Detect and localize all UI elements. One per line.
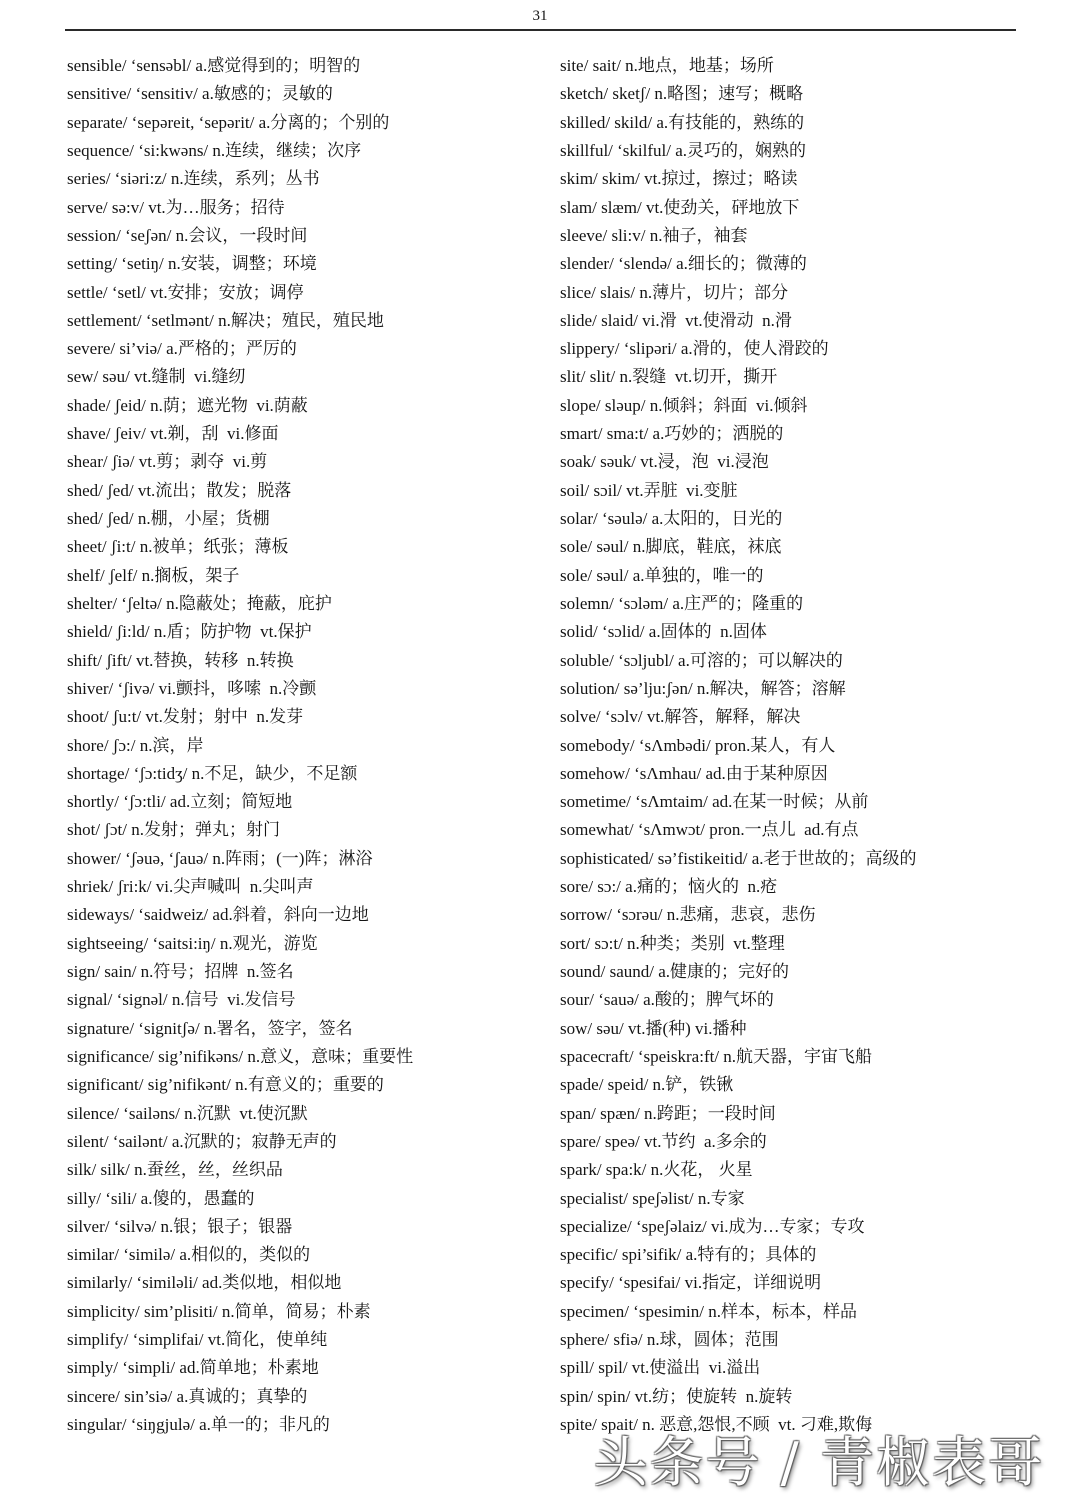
watermark: 头条号 / 青椒表哥 <box>593 1431 1044 1494</box>
vocab-entry: shed/ ʃed/ vt.流出；散发；脱落 <box>67 480 292 500</box>
vocab-entry: shear/ ʃiə/ vt.剪；剥夺 vi.剪 <box>67 452 268 472</box>
vocab-entry: similarly/ ‘similəli/ ad.类似地，相似地 <box>67 1273 342 1293</box>
vocab-entry: skilled/ skild/ a.有技能的，熟练的 <box>560 112 805 132</box>
vocab-entry: sleeve/ sli:v/ n.袖子，袖套 <box>560 225 748 245</box>
vocab-entry: soil/ sɔil/ vt.弄脏 vi.变脏 <box>560 480 738 500</box>
vocab-entry: series/ ‘siəri:z/ n.连续，系列；丛书 <box>67 169 320 189</box>
vocab-entry: silk/ silk/ n.蚕丝，丝，丝织品 <box>67 1160 283 1180</box>
vocab-entry: silly/ ‘sili/ a.傻的，愚蠢的 <box>67 1188 255 1208</box>
vocab-entry: sheet/ ʃi:t/ n.被单；纸张；薄板 <box>67 537 289 557</box>
vocab-entry: significance/ sig’nifikəns/ n.意义，意味；重要性 <box>67 1046 414 1066</box>
vocab-entry: smart/ sma:t/ a.巧妙的；洒脱的 <box>560 424 784 444</box>
header-rule <box>65 29 1016 31</box>
vocab-entry: shot/ ʃɔt/ n.发射；弹丸；射门 <box>67 820 280 840</box>
vocab-entry: silence/ ‘sailəns/ n.沉默 vt.使沉默 <box>67 1103 308 1123</box>
vocab-entry: sound/ saund/ a.健康的；完好的 <box>560 962 790 981</box>
vocab-entry: sorrow/ ‘sɔrəu/ n.悲痛，悲哀，悲伤 <box>560 905 816 925</box>
vocab-entry: sour/ ‘sauə/ a.酸的；脾气坏的 <box>560 990 774 1010</box>
vocab-entry: session/ ‘seʃən/ n.会议，一段时间 <box>67 225 308 245</box>
vocab-entry: somebody/ ‘sΛmbədi/ pron.某人，有人 <box>560 735 836 755</box>
vocab-entry: silver/ ‘silvə/ n.银；银子；银器 <box>67 1216 293 1236</box>
vocab-entry: spin/ spin/ vt.纺；使旋转 n.旋转 <box>560 1386 793 1406</box>
vocab-entry: shower/ ‘ʃəuə, ‘ʃauə/ n.阵雨；(一)阵；淋浴 <box>67 848 373 868</box>
vocab-entry: sign/ sain/ n.符号；招牌 n.签名 <box>67 962 294 981</box>
vocab-entry: specific/ spi’sifik/ a.特有的；具体的 <box>560 1245 817 1265</box>
vocab-entry: sophisticated/ sə’fistikeitid/ a.老于世故的；高级的 <box>560 848 917 868</box>
vocab-entry: sequence/ ‘si:kwəns/ n.连续，继续；次序 <box>67 140 362 160</box>
vocab-entry: settle/ ‘setl/ vt.安排；安放；调停 <box>67 282 304 302</box>
vocab-entry: simplicity/ sim’plisiti/ n.简单，简易；朴素 <box>67 1301 371 1321</box>
vocab-entry: sometime/ ‘sΛmtaim/ ad.在某一时候；从前 <box>560 792 869 812</box>
vocab-entry: separate/ ‘sepəreit, ‘sepərit/ a.分离的；个别的 <box>67 112 390 132</box>
vocab-entry: sincere/ sin’siə/ a.真诚的；真挚的 <box>67 1386 308 1406</box>
vocab-entry: specialize/ ‘speʃəlaiz/ vi.成为…专家；专攻 <box>560 1216 865 1236</box>
vocab-entry: shoot/ ʃu:t/ vt.发射；射中 n.发芽 <box>67 707 304 727</box>
vocab-entry: silent/ ‘sailənt/ a.沉默的；寂静无声的 <box>67 1131 337 1151</box>
vocab-entry: shield/ ʃi:ld/ n.盾；防护物 vt.保护 <box>67 622 312 642</box>
vocab-entry: shiver/ ‘ʃivə/ vi.颤抖，哆嗦 n.冷颤 <box>67 678 317 698</box>
vocab-entry: slice/ slais/ n.薄片，切片；部分 <box>560 282 789 302</box>
vocab-entry: simply/ ‘simpli/ ad.简单地；朴素地 <box>67 1358 319 1378</box>
vocab-entry: specimen/ ‘spesimin/ n.样本，标本，样品 <box>560 1301 858 1321</box>
vocab-entry: solve/ ‘sɔlv/ vt.解答，解释，解决 <box>560 707 801 727</box>
vocab-entry: shelf/ ʃelf/ n.搁板，架子 <box>67 565 240 585</box>
vocab-entry: solemn/ ‘sɔləm/ a.庄严的；隆重的 <box>560 593 804 613</box>
vocab-entry: shortage/ ‘ʃɔ:tidʒ/ n.不足，缺少，不足额 <box>67 763 358 783</box>
vocab-entry: shift/ ʃift/ vt.替换，转移 n.转换 <box>67 650 294 670</box>
vocab-entry: signature/ ‘signitʃə/ n.署名，签字，签名 <box>67 1018 353 1038</box>
vocab-entry: shortly/ ‘ʃɔ:tli/ ad.立刻；简短地 <box>67 792 293 812</box>
vocab-entry: sensible/ ‘sensəbl/ a.感觉得到的；明智的 <box>67 56 361 75</box>
vocab-entry: severe/ si’viə/ a.严格的；严厉的 <box>67 339 297 359</box>
vocab-entry: serve/ sə:v/ vt.为…服务；招待 <box>67 197 285 217</box>
vocab-entry: sole/ səul/ a.单独的，唯一的 <box>560 565 764 585</box>
vocab-entry: somehow/ ‘sΛmhau/ ad.由于某种原因 <box>560 763 828 783</box>
vocab-entry: skim/ skim/ vt.掠过，擦过；略读 <box>560 169 798 189</box>
right-column <box>560 52 1060 1439</box>
vocab-entry: sew/ səu/ vt.缝制 vi.缝纫 <box>67 367 246 387</box>
vocab-entry: singular/ ‘siŋgjulə/ a.单一的；非凡的 <box>67 1415 330 1434</box>
vocab-entry: somewhat/ ‘sΛmwɔt/ pron.一点儿 ad.有点 <box>560 820 859 840</box>
vocab-entry: span/ spæn/ n.跨距；一段时间 <box>560 1103 776 1123</box>
vocab-entry: slender/ ‘slendə/ a.细长的；微薄的 <box>560 254 807 274</box>
vocab-entry: spade/ speid/ n.铲，铁锹 <box>560 1075 734 1095</box>
vocab-entry: sore/ sɔ:/ a.痛的；恼火的 n.疮 <box>560 877 778 897</box>
vocab-entry: solution/ sə’lju:ʃən/ n.解决，解答；溶解 <box>560 678 846 698</box>
vocab-entry: similar/ ‘similə/ a.相似的，类似的 <box>67 1245 311 1265</box>
vocab-entry: shore/ ʃɔ:/ n.滨，岸 <box>67 735 204 755</box>
vocab-entry: site/ sait/ n.地点，地基；场所 <box>560 56 774 75</box>
vocab-entry: spill/ spil/ vt.使溢出 vi.溢出 <box>560 1358 761 1378</box>
vocab-entry: slide/ slaid/ vi.滑 vt.使滑动 n.滑 <box>560 310 792 330</box>
vocab-entry: slam/ slæm/ vt.使劲关，砰地放下 <box>560 197 800 217</box>
vocab-entry: spite/ spait/ n. 恶意,怨恨,不顾 vt. 刁难,欺侮 <box>560 1415 873 1434</box>
vocab-entry: spare/ speə/ vt.节约 a.多余的 <box>560 1131 767 1151</box>
vocab-entry: signal/ ‘signəl/ n.信号 vi.发信号 <box>67 990 296 1010</box>
vocab-entry: sideways/ ‘saidweiz/ ad.斜着，斜向一边地 <box>67 905 369 925</box>
vocab-entry: slit/ slit/ n.裂缝 vt.切开，撕开 <box>560 367 778 387</box>
vocab-entry: shade/ ʃeid/ n.荫；遮光物 vi.荫蔽 <box>67 395 308 415</box>
vocab-entry: sow/ səu/ vt.播(种) vi.播种 <box>560 1018 747 1038</box>
vocab-entry: significant/ sig’nifikənt/ n.有意义的；重要的 <box>67 1075 384 1095</box>
vocab-entry: spacecraft/ ‘speiskra:ft/ n.航天器，宇宙飞船 <box>560 1046 873 1066</box>
vocab-entry: specialist/ speʃəlist/ n.专家 <box>560 1188 745 1208</box>
vocab-entry: soak/ səuk/ vt.浸，泡 vi.浸泡 <box>560 452 769 472</box>
vocab-entry: solid/ ‘sɔlid/ a.固体的 n.固体 <box>560 622 767 642</box>
vocab-entry: settlement/ ‘setlmənt/ n.解决；殖民，殖民地 <box>67 310 384 330</box>
vocab-entry: sensitive/ ‘sensitiv/ a.敏感的；灵敏的 <box>67 84 333 104</box>
left-column <box>67 52 552 1439</box>
vocab-entry: skillful/ ‘skilful/ a.灵巧的，娴熟的 <box>560 140 807 160</box>
vocab-entry: setting/ ‘setiŋ/ n.安装，调整；环境 <box>67 254 317 274</box>
vocab-entry: spark/ spa:k/ n.火花， 火星 <box>560 1160 753 1180</box>
page-number: 31 <box>532 8 548 24</box>
vocab-entry: sketch/ sketʃ/ n.略图；速写；概略 <box>560 84 804 104</box>
vocab-entry: soluble/ ‘sɔljubl/ a.可溶的；可以解决的 <box>560 650 843 670</box>
vocab-entry: specify/ ‘spesifai/ vi.指定，详细说明 <box>560 1273 822 1293</box>
vocab-entry: sole/ səul/ n.脚底，鞋底，袜底 <box>560 537 782 557</box>
vocab-entry: shelter/ ‘ʃeltə/ n.隐蔽处；掩蔽，庇护 <box>67 593 332 613</box>
vocab-entry: sphere/ sfiə/ n.球，圆体；范围 <box>560 1330 779 1350</box>
vocab-entry: shave/ ʃeiv/ vt.剃，刮 vi.修面 <box>67 424 279 444</box>
vocab-entry: sightseeing/ ‘saitsi:iŋ/ n.观光，游览 <box>67 933 318 953</box>
vocab-entry: slippery/ ‘slipəri/ a.滑的，使人滑跤的 <box>560 339 829 359</box>
vocab-entry: sort/ sɔ:t/ n.种类；类别 vt.整理 <box>560 933 785 953</box>
vocab-entry: shed/ ʃed/ n.棚，小屋；货棚 <box>67 509 270 528</box>
vocab-entry: simplify/ ‘simplifai/ vt.简化，使单纯 <box>67 1330 328 1350</box>
vocab-entry: slope/ sləup/ n.倾斜；斜面 vi.倾斜 <box>560 395 808 415</box>
vocab-entry: solar/ ‘səulə/ a.太阳的，日光的 <box>560 509 783 528</box>
vocab-entry: shriek/ ʃri:k/ vi.尖声喊叫 n.尖叫声 <box>67 877 314 897</box>
